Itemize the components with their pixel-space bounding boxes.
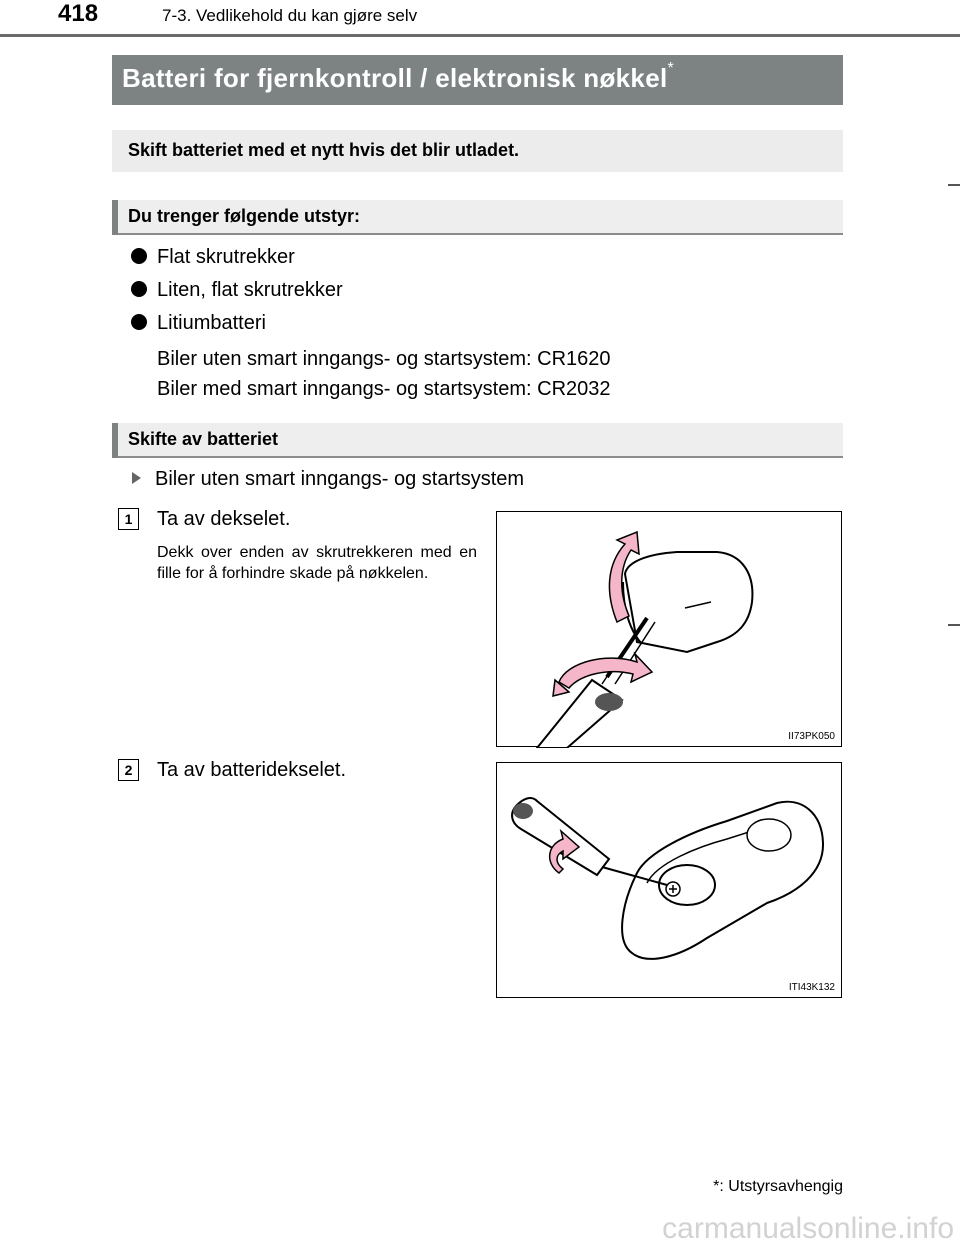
header-rule: [0, 34, 960, 37]
battery-screwdriver-illustration: [497, 763, 843, 999]
intro-box: [112, 130, 843, 172]
page-title: [122, 60, 675, 94]
battery-type-line: Biler uten smart inngangs- og startsystem: CR1620: [157, 348, 611, 370]
figure-remove-cover: [496, 511, 842, 747]
margin-tick: [948, 624, 960, 626]
step-note: Dekk over enden av skrutrekkeren med en fille for å forhindre skade på nøkkelen.: [157, 544, 477, 582]
section-equipment: [112, 200, 843, 235]
section-bar: [112, 200, 118, 235]
page-title-text: Batteri for fjernkontroll / elektronisk nøkkel: [122, 63, 668, 93]
chapter-title: 7-3. Vedlikehold du kan gjøre selv: [162, 6, 418, 25]
bullet-dot-icon: [131, 314, 147, 330]
bullet-item: [131, 312, 266, 335]
section-equipment-heading: Du trenger følgende utstyr:: [128, 206, 361, 226]
page-title-bar: [112, 55, 843, 105]
title-asterisk: *: [667, 60, 675, 78]
watermark: carmanualsonline.info: [662, 1212, 954, 1245]
margin-tick: [948, 184, 960, 186]
step-text: Ta av dekselet.: [157, 508, 291, 530]
footnote: [713, 1178, 843, 1196]
intro-text: Skift batteriet med et nytt hvis det blir utladet.: [128, 140, 520, 160]
figure-code: ITI43K132: [788, 982, 835, 993]
footnote-symbol: *: [713, 1178, 720, 1195]
variant-item: [132, 468, 524, 491]
figure-code: II73PK050: [788, 731, 835, 742]
step-text: Ta av batteridekselet.: [157, 759, 346, 781]
bullet-item: [131, 279, 343, 302]
figure-remove-battery-cover: [496, 762, 842, 998]
bullet-text: Litiumbatteri: [157, 312, 266, 334]
page-number: 418: [58, 0, 99, 27]
bullet-item: [131, 246, 295, 269]
key-screwdriver-illustration: [497, 512, 843, 748]
triangle-bullet-icon: [132, 472, 141, 484]
bullet-dot-icon: [131, 248, 147, 264]
section-bar: [112, 423, 118, 458]
bullet-text: Liten, flat skrutrekker: [157, 279, 343, 301]
section-replacement: [112, 423, 843, 458]
bullet-dot-icon: [131, 281, 147, 297]
bullet-text: Flat skrutrekker: [157, 246, 295, 268]
section-replacement-heading: Skifte av batteriet: [128, 429, 279, 449]
footnote-text: : Utstyrsavhengig: [719, 1178, 843, 1195]
step-number: 2: [118, 759, 139, 781]
step-number: 1: [118, 508, 139, 530]
variant-text: Biler uten smart inngangs- og startsystem: [155, 468, 525, 490]
battery-type-line: Biler med smart inngangs- og startsystem: CR2032: [157, 378, 611, 400]
